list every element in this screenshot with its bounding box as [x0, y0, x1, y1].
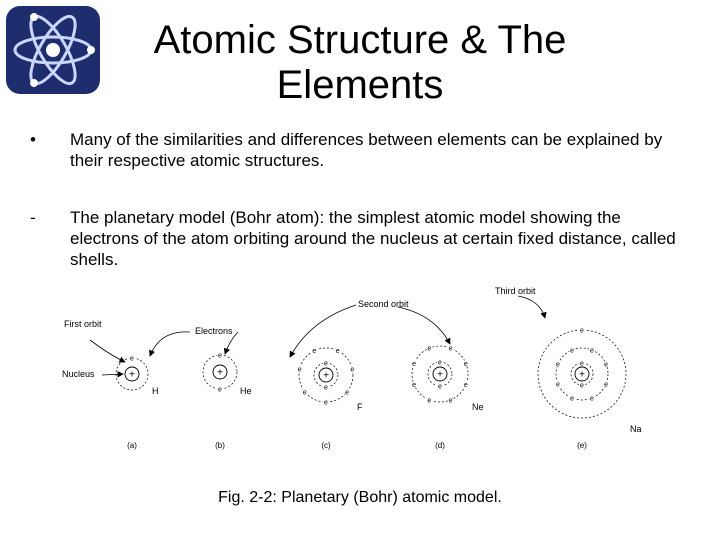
electron: e	[463, 382, 468, 390]
nucleus-charge: +	[129, 369, 135, 381]
electron: e	[580, 360, 584, 368]
bullet-marker: •	[30, 130, 36, 149]
label-first-orbit: First orbit	[64, 319, 102, 329]
electron: e	[302, 389, 307, 397]
atom-he	[203, 352, 252, 450]
label-second-orbit: Second orbit	[358, 299, 409, 309]
panel-label: (e)	[577, 441, 587, 450]
panel-label: (c)	[321, 441, 331, 450]
electron: e	[412, 360, 417, 368]
element-symbol: F	[357, 402, 363, 412]
electron: e	[427, 397, 432, 405]
atom-ne	[411, 345, 484, 450]
electron: e	[427, 345, 432, 353]
title-line-2: Elements	[276, 63, 444, 107]
electron: e	[448, 397, 453, 405]
panel-label: (a)	[127, 441, 137, 450]
electron: e	[438, 359, 442, 367]
electron: e	[604, 381, 608, 389]
nucleus-charge: +	[323, 370, 329, 382]
label-third-orbit: Third orbit	[495, 286, 536, 296]
bullet-marker: -	[30, 208, 36, 227]
label-electrons: Electrons	[195, 326, 233, 336]
electron: e	[570, 395, 575, 403]
nucleus-charge: +	[217, 367, 223, 379]
electron: e	[297, 366, 302, 374]
electron: e	[556, 361, 560, 369]
electron: e	[324, 384, 328, 392]
electron: e	[345, 389, 350, 397]
electron: e	[218, 352, 222, 360]
electron: e	[312, 348, 317, 356]
electron: e	[350, 366, 355, 374]
electron: e	[556, 381, 560, 389]
figure-caption: Fig. 2-2: Planetary (Bohr) atomic model.	[218, 489, 502, 506]
electron: e	[570, 347, 575, 355]
electron: e	[448, 345, 453, 353]
electron: e	[580, 382, 584, 390]
atom-f	[296, 347, 363, 450]
bullet-text: The planetary model (Bohr atom): the simplest atomic model showing the electrons of the atom orbiting around the nucleus at certain fixed distance, called shells.	[70, 208, 676, 269]
nucleus-charge: +	[579, 369, 585, 381]
electron: e	[438, 383, 442, 391]
electron: e	[130, 355, 134, 363]
element-symbol: Na	[630, 424, 642, 434]
title-line-1: Atomic Structure & The	[153, 18, 567, 62]
element-symbol: H	[152, 386, 159, 396]
electron: e	[589, 347, 594, 355]
atom-icon	[4, 4, 102, 96]
atom-na	[538, 327, 642, 450]
panel-label: (d)	[435, 441, 445, 450]
slide-title	[120, 18, 600, 108]
label-nucleus: Nucleus	[62, 369, 95, 379]
element-symbol: He	[240, 386, 252, 396]
bohr-model-figure	[40, 270, 700, 485]
electron: e	[580, 327, 584, 335]
panel-label: (b)	[215, 441, 225, 450]
electron: e	[463, 360, 468, 368]
electron: e	[218, 386, 222, 394]
electron: e	[589, 395, 594, 403]
electron: e	[335, 348, 340, 356]
atom-h	[116, 355, 159, 450]
electron: e	[604, 361, 608, 369]
nucleus-charge: +	[437, 369, 443, 381]
electron: e	[324, 399, 328, 407]
electron: e	[324, 360, 328, 368]
element-symbol: Ne	[472, 402, 484, 412]
bullet-text: Many of the similarities and differences between elements can be explained by their respective atomic structures.	[70, 130, 663, 170]
electron: e	[412, 382, 417, 390]
